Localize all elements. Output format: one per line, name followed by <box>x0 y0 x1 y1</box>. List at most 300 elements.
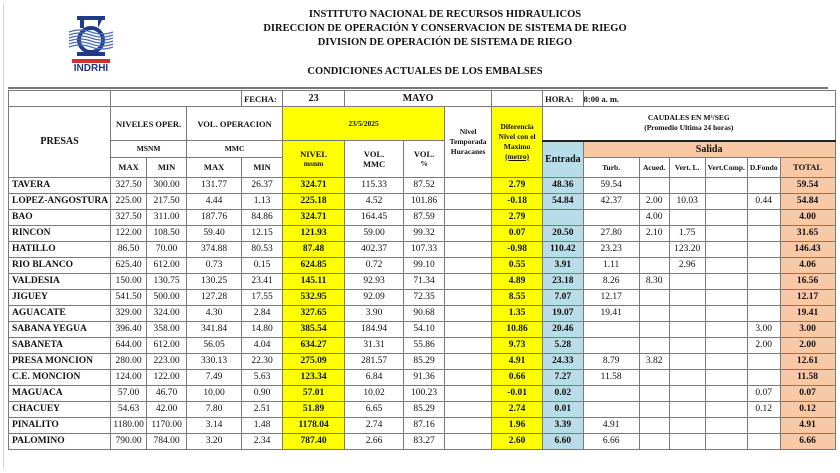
cell-nivel-temporada <box>445 257 492 273</box>
cell-nivel-actual: 51.89 <box>283 401 345 417</box>
cell-nivel-temporada <box>445 273 492 289</box>
cell-nivel-max: 86.50 <box>111 241 147 257</box>
cell-vert-l <box>669 209 705 225</box>
cell-vert-comp <box>705 273 747 289</box>
cell-turb: 11.58 <box>583 369 639 385</box>
col-nivel-temporada: Nivel Temporada Huracanes <box>445 107 492 178</box>
col-diferencia-unit: (metro) <box>505 151 530 161</box>
cell-nivel-temporada <box>445 321 492 337</box>
cell-diferencia: 0.07 <box>492 225 543 241</box>
cell-nivel-max: 280.00 <box>111 353 147 369</box>
cell-nivel-min: 122.00 <box>147 369 187 385</box>
cell-acued <box>639 369 669 385</box>
cell-diferencia: 4.91 <box>492 353 543 369</box>
cell-nivel-min: 217.50 <box>147 193 187 209</box>
cell-vol-max: 10.00 <box>187 385 242 401</box>
cell-turb: 8.79 <box>583 353 639 369</box>
cell-vert-comp <box>705 417 747 433</box>
cell-nivel-actual: 121.93 <box>283 225 345 241</box>
date-row <box>9 91 836 107</box>
cell-vol-max: 187.76 <box>187 209 242 225</box>
cell-vol-pct: 90.68 <box>404 305 445 321</box>
col-caudales <box>543 107 836 141</box>
cell-d-fondo: 0.12 <box>747 401 780 417</box>
col-vol-pct <box>404 141 445 178</box>
cell-vert-comp <box>705 225 747 241</box>
cell-vol-pct: 85.29 <box>404 353 445 369</box>
cell-total: 11.58 <box>780 369 835 385</box>
cell-vol-max: 7.49 <box>187 369 242 385</box>
cell-nivel-actual: 324.71 <box>283 177 345 193</box>
cell-vert-l <box>669 417 705 433</box>
cell-vol-mmc: 6.84 <box>345 369 404 385</box>
cell-nivel-min: 223.00 <box>147 353 187 369</box>
table-body <box>9 177 836 449</box>
cell-nivel-temporada <box>445 369 492 385</box>
cell-vol-pct: 54.10 <box>404 321 445 337</box>
cell-nivel-actual: 634.27 <box>283 337 345 353</box>
cell-d-fondo: 0.07 <box>747 385 780 401</box>
cell-vol-mmc: 59.00 <box>345 225 404 241</box>
col-salida: Salida <box>583 141 835 158</box>
cell-turb: 19.41 <box>583 305 639 321</box>
cell-reservoir-name: JIGUEY <box>9 289 111 305</box>
cell-vert-l <box>669 177 705 193</box>
cell-vol-mmc: 2.66 <box>345 433 404 449</box>
cell-reservoir-name: RINCON <box>9 225 111 241</box>
cell-nivel-max: 1180.00 <box>111 417 147 433</box>
blank-cell <box>492 91 543 107</box>
cell-nivel-temporada <box>445 225 492 241</box>
cell-vol-max: 3.14 <box>187 417 242 433</box>
col-vert-comp: Vert.Comp. <box>705 157 747 177</box>
cell-vert-l <box>669 369 705 385</box>
cell-entrada: 0.02 <box>543 385 584 401</box>
cell-acued: 4.00 <box>639 209 669 225</box>
cell-turb: 8.26 <box>583 273 639 289</box>
col-vol-pct-unit: % <box>420 158 428 168</box>
cell-nivel-actual: 327.65 <box>283 305 345 321</box>
cell-nivel-actual: 123.34 <box>283 369 345 385</box>
fecha-day: 23 <box>283 91 345 107</box>
cell-vert-comp <box>705 193 747 209</box>
cell-d-fondo <box>747 209 780 225</box>
col-vol-mmc <box>345 141 404 178</box>
cell-vol-pct: 87.52 <box>404 177 445 193</box>
caudales-title: CAUDALES EN M³/SEG <box>647 113 730 123</box>
cell-diferencia: 2.60 <box>492 433 543 449</box>
col-total: TOTAL <box>780 157 835 177</box>
cell-entrada: 24.33 <box>543 353 584 369</box>
cell-vol-max: 127.28 <box>187 289 242 305</box>
fecha-label: FECHA: <box>242 91 283 107</box>
cell-diferencia: 2.74 <box>492 401 543 417</box>
cell-vert-comp <box>705 353 747 369</box>
cell-reservoir-name: PALOMINO <box>9 433 111 449</box>
cell-nivel-min: 46.70 <box>147 385 187 401</box>
cell-total: 12.17 <box>780 289 835 305</box>
cell-d-fondo <box>747 177 780 193</box>
cell-turb: 12.17 <box>583 289 639 305</box>
cell-vol-mmc: 184.94 <box>345 321 404 337</box>
cell-total: 0.12 <box>780 401 835 417</box>
cell-total: 4.00 <box>780 209 835 225</box>
cell-nivel-min: 70.00 <box>147 241 187 257</box>
cell-d-fondo <box>747 225 780 241</box>
cell-d-fondo <box>747 417 780 433</box>
cell-vol-pct: 99.10 <box>404 257 445 273</box>
cell-vol-mmc: 0.72 <box>345 257 404 273</box>
cell-vol-mmc: 31.31 <box>345 337 404 353</box>
cell-vol-min: 14.80 <box>242 321 283 337</box>
col-vol-operacion: VOL. OPERACION <box>187 107 283 141</box>
cell-vol-mmc: 402.37 <box>345 241 404 257</box>
header-row-2 <box>9 141 836 158</box>
col-presas: PRESAS <box>9 107 111 178</box>
cell-entrada: 5.28 <box>543 337 584 353</box>
cell-turb <box>583 385 639 401</box>
cell-total: 146.43 <box>780 241 835 257</box>
col-vert-l: Vert. L. <box>669 157 705 177</box>
cell-vert-l <box>669 337 705 353</box>
cell-reservoir-name: BAO <box>9 209 111 225</box>
cell-turb: 23.23 <box>583 241 639 257</box>
caudales-subtitle: (Promedio Ultima 24 horas) <box>644 123 734 133</box>
cell-d-fondo <box>747 257 780 273</box>
cell-nivel-max: 329.00 <box>111 305 147 321</box>
cell-vol-max: 4.30 <box>187 305 242 321</box>
cell-entrada: 20.46 <box>543 321 584 337</box>
cell-acued: 2.10 <box>639 225 669 241</box>
cell-d-fondo <box>747 369 780 385</box>
cell-acued <box>639 177 669 193</box>
cell-vol-max: 59.40 <box>187 225 242 241</box>
cell-vol-min: 23.41 <box>242 273 283 289</box>
cell-nivel-min: 42.00 <box>147 401 187 417</box>
cell-nivel-max: 327.50 <box>111 177 147 193</box>
cell-nivel-min: 1170.00 <box>147 417 187 433</box>
cell-nivel-max: 790.00 <box>111 433 147 449</box>
col-turb: Turb. <box>583 157 639 177</box>
cell-entrada: 6.60 <box>543 433 584 449</box>
cell-reservoir-name: SABANETA <box>9 337 111 353</box>
cell-nivel-actual: 275.09 <box>283 353 345 369</box>
cell-d-fondo: 3.00 <box>747 321 780 337</box>
cell-vert-l <box>669 401 705 417</box>
col-acued: Acued. <box>639 157 669 177</box>
cell-vol-max: 341.84 <box>187 321 242 337</box>
title-line-3: DIVISION DE OPERACIÓN DE SISTEMA DE RIEGO <box>317 37 573 48</box>
cell-vol-mmc: 10.02 <box>345 385 404 401</box>
cell-reservoir-name: LOPEZ-ANGOSTURA <box>9 193 111 209</box>
cell-vol-max: 330.13 <box>187 353 242 369</box>
cell-vert-l: 123.20 <box>669 241 705 257</box>
cell-diferencia: 9.73 <box>492 337 543 353</box>
cell-acued: 8.30 <box>639 273 669 289</box>
cell-vol-pct: 100.23 <box>404 385 445 401</box>
cell-entrada: 19.07 <box>543 305 584 321</box>
cell-nivel-max: 541.50 <box>111 289 147 305</box>
cell-entrada <box>543 209 584 225</box>
cell-vol-min: 0.15 <box>242 257 283 273</box>
cell-d-fondo <box>747 241 780 257</box>
cell-turb <box>583 321 639 337</box>
cell-vert-comp <box>705 257 747 273</box>
cell-nivel-temporada <box>445 417 492 433</box>
cell-nivel-min: 784.00 <box>147 433 187 449</box>
col-date-full: 23/5/2025 <box>283 107 445 141</box>
cell-nivel-temporada <box>445 241 492 257</box>
cell-vol-pct: 83.27 <box>404 433 445 449</box>
col-diferencia-label: Diferencia Nivel con el Maximo <box>498 121 536 151</box>
cell-vol-min: 2.34 <box>242 433 283 449</box>
cell-vol-pct: 101.86 <box>404 193 445 209</box>
cell-vol-mmc: 115.33 <box>345 177 404 193</box>
cell-acued <box>639 257 669 273</box>
cell-vol-pct: 55.86 <box>404 337 445 353</box>
cell-turb: 4.91 <box>583 417 639 433</box>
cell-turb <box>583 209 639 225</box>
cell-vol-pct: 85.29 <box>404 401 445 417</box>
cell-vert-l <box>669 289 705 305</box>
cell-entrada: 23.18 <box>543 273 584 289</box>
cell-nivel-actual: 1178.04 <box>283 417 345 433</box>
table-row <box>9 193 836 209</box>
cell-acued <box>639 385 669 401</box>
cell-entrada: 3.91 <box>543 257 584 273</box>
table-row <box>9 401 836 417</box>
cell-d-fondo: 2.00 <box>747 337 780 353</box>
cell-diferencia: 8.55 <box>492 289 543 305</box>
cell-nivel-max: 57.00 <box>111 385 147 401</box>
cell-vert-comp <box>705 241 747 257</box>
table-row <box>9 385 836 401</box>
cell-d-fondo <box>747 433 780 449</box>
cell-vol-min: 2.51 <box>242 401 283 417</box>
cell-vol-min: 1.13 <box>242 193 283 209</box>
cell-total: 54.84 <box>780 193 835 209</box>
cell-nivel-temporada <box>445 305 492 321</box>
cell-vert-l: 10.03 <box>669 193 705 209</box>
cell-vol-min: 26.37 <box>242 177 283 193</box>
logo-text: INDRHI <box>73 63 109 74</box>
table-row <box>9 289 836 305</box>
cell-vol-max: 56.05 <box>187 337 242 353</box>
cell-d-fondo <box>747 305 780 321</box>
cell-vol-pct: 99.32 <box>404 225 445 241</box>
cell-vert-comp <box>705 289 747 305</box>
cell-total: 16.56 <box>780 273 835 289</box>
cell-diferencia: 1.96 <box>492 417 543 433</box>
cell-reservoir-name: C.E. MONCION <box>9 369 111 385</box>
cell-nivel-actual: 385.54 <box>283 321 345 337</box>
cell-vol-max: 3.20 <box>187 433 242 449</box>
cell-reservoir-name: TAVERA <box>9 177 111 193</box>
cell-acued <box>639 305 669 321</box>
reservoir-grid <box>8 90 836 450</box>
header-row-1 <box>9 107 836 141</box>
cell-nivel-temporada <box>445 433 492 449</box>
cell-nivel-max: 54.63 <box>111 401 147 417</box>
cell-reservoir-name: CHACUEY <box>9 401 111 417</box>
cell-nivel-actual: 532.95 <box>283 289 345 305</box>
cell-vol-pct: 71.34 <box>404 273 445 289</box>
cell-nivel-min: 300.00 <box>147 177 187 193</box>
cell-nivel-actual: 87.48 <box>283 241 345 257</box>
cell-turb: 27.80 <box>583 225 639 241</box>
cell-nivel-actual: 57.01 <box>283 385 345 401</box>
cell-vol-mmc: 2.74 <box>345 417 404 433</box>
col-vol-max: MAX <box>187 157 242 177</box>
table-row <box>9 225 836 241</box>
cell-entrada: 54.84 <box>543 193 584 209</box>
col-nivel-label: NIVEL <box>300 148 328 159</box>
cell-diferencia: -0.01 <box>492 385 543 401</box>
hora-label: HORA: <box>543 91 584 107</box>
cell-diferencia: 1.35 <box>492 305 543 321</box>
cell-nivel-temporada <box>445 177 492 193</box>
cell-nivel-min: 324.00 <box>147 305 187 321</box>
cell-reservoir-name: PINALITO <box>9 417 111 433</box>
cell-diferencia: 2.79 <box>492 177 543 193</box>
cell-total: 4.06 <box>780 257 835 273</box>
col-vol-mmc-label: VOL. <box>363 148 385 159</box>
cell-total: 12.61 <box>780 353 835 369</box>
col-nivel <box>283 141 345 178</box>
cell-reservoir-name: RIO BLANCO <box>9 257 111 273</box>
cell-nivel-temporada <box>445 385 492 401</box>
cell-vol-min: 12.15 <box>242 225 283 241</box>
col-nivel-unit: msnm <box>303 158 324 168</box>
cell-diferencia: 0.55 <box>492 257 543 273</box>
title-block <box>210 8 680 50</box>
cell-nivel-min: 500.00 <box>147 289 187 305</box>
cell-vert-l: 1.75 <box>669 225 705 241</box>
cell-vol-mmc: 164.45 <box>345 209 404 225</box>
cell-vert-comp <box>705 321 747 337</box>
cell-total: 0.07 <box>780 385 835 401</box>
cell-vol-min: 22.30 <box>242 353 283 369</box>
cell-vert-l <box>669 305 705 321</box>
cell-entrada: 7.07 <box>543 289 584 305</box>
cell-vol-pct: 87.59 <box>404 209 445 225</box>
cell-d-fondo <box>747 353 780 369</box>
cell-vert-l <box>669 273 705 289</box>
col-diferencia <box>492 107 543 178</box>
cell-nivel-temporada <box>445 353 492 369</box>
cell-vol-pct: 72.35 <box>404 289 445 305</box>
cell-turb: 1.11 <box>583 257 639 273</box>
cell-vol-pct: 107.33 <box>404 241 445 257</box>
cell-total: 4.91 <box>780 417 835 433</box>
cell-vol-max: 130.25 <box>187 273 242 289</box>
cell-vert-l <box>669 433 705 449</box>
cell-vol-min: 4.04 <box>242 337 283 353</box>
col-niveles-oper: NIVELES OPER. <box>111 107 187 141</box>
col-vol-pct-label: VOL. <box>413 148 435 159</box>
cell-entrada: 3.39 <box>543 417 584 433</box>
cell-turb <box>583 337 639 353</box>
table-row <box>9 305 836 321</box>
cell-acued <box>639 289 669 305</box>
cell-diferencia: -0.18 <box>492 193 543 209</box>
table-row <box>9 369 836 385</box>
col-nivel-min: MIN <box>147 157 187 177</box>
col-mmc: MMC <box>187 141 283 158</box>
cell-nivel-temporada <box>445 289 492 305</box>
cell-nivel-min: 612.00 <box>147 257 187 273</box>
cell-vol-min: 2.84 <box>242 305 283 321</box>
title-line-2: DIRECCION DE OPERACIÓN Y CONSERVACION DE SISTEMA DE RIEGO <box>263 23 627 34</box>
cell-d-fondo: 0.44 <box>747 193 780 209</box>
cell-vert-l <box>669 321 705 337</box>
cell-vert-comp <box>705 385 747 401</box>
cell-vol-min: 80.53 <box>242 241 283 257</box>
cell-acued: 2.00 <box>639 193 669 209</box>
cell-vol-max: 7.80 <box>187 401 242 417</box>
cell-vol-max: 4.44 <box>187 193 242 209</box>
cell-nivel-temporada <box>445 209 492 225</box>
cell-diferencia: 10.86 <box>492 321 543 337</box>
cell-entrada: 20.50 <box>543 225 584 241</box>
cell-nivel-min: 358.00 <box>147 321 187 337</box>
cell-nivel-actual: 225.18 <box>283 193 345 209</box>
cell-total: 6.66 <box>780 433 835 449</box>
cell-nivel-max: 124.00 <box>111 369 147 385</box>
cell-vol-mmc: 281.57 <box>345 353 404 369</box>
cell-vert-l <box>669 353 705 369</box>
table-row <box>9 241 836 257</box>
divider <box>8 87 828 89</box>
cell-vol-mmc: 92.93 <box>345 273 404 289</box>
cell-vert-l: 2.96 <box>669 257 705 273</box>
cell-nivel-max: 122.00 <box>111 225 147 241</box>
cell-diferencia: 2.79 <box>492 209 543 225</box>
cell-nivel-max: 327.50 <box>111 209 147 225</box>
col-d-fondo: D.Fondo <box>747 157 780 177</box>
table-row <box>9 353 836 369</box>
cell-acued <box>639 433 669 449</box>
table-row <box>9 433 836 449</box>
cell-nivel-actual: 324.71 <box>283 209 345 225</box>
cell-vol-mmc: 4.52 <box>345 193 404 209</box>
table-row <box>9 337 836 353</box>
cell-nivel-max: 225.00 <box>111 193 147 209</box>
cell-total: 3.00 <box>780 321 835 337</box>
col-entrada: Entrada <box>543 141 584 178</box>
cell-nivel-min: 612.00 <box>147 337 187 353</box>
cell-nivel-min: 108.50 <box>147 225 187 241</box>
cell-vol-mmc: 92.09 <box>345 289 404 305</box>
cell-nivel-actual: 624.85 <box>283 257 345 273</box>
cell-diferencia: 4.89 <box>492 273 543 289</box>
cell-acued <box>639 337 669 353</box>
cell-vert-l <box>669 385 705 401</box>
cell-nivel-actual: 787.40 <box>283 433 345 449</box>
blank-cell <box>9 91 111 107</box>
cell-reservoir-name: MAGUACA <box>9 385 111 401</box>
cell-turb <box>583 401 639 417</box>
cell-vert-comp <box>705 433 747 449</box>
fecha-month: MAYO <box>345 91 492 107</box>
cell-nivel-min: 311.00 <box>147 209 187 225</box>
cell-vol-min: 1.48 <box>242 417 283 433</box>
table-row <box>9 321 836 337</box>
col-msnm: MSNM <box>111 141 187 158</box>
cell-diferencia: 0.66 <box>492 369 543 385</box>
cell-entrada: 7.27 <box>543 369 584 385</box>
cell-total: 59.54 <box>780 177 835 193</box>
